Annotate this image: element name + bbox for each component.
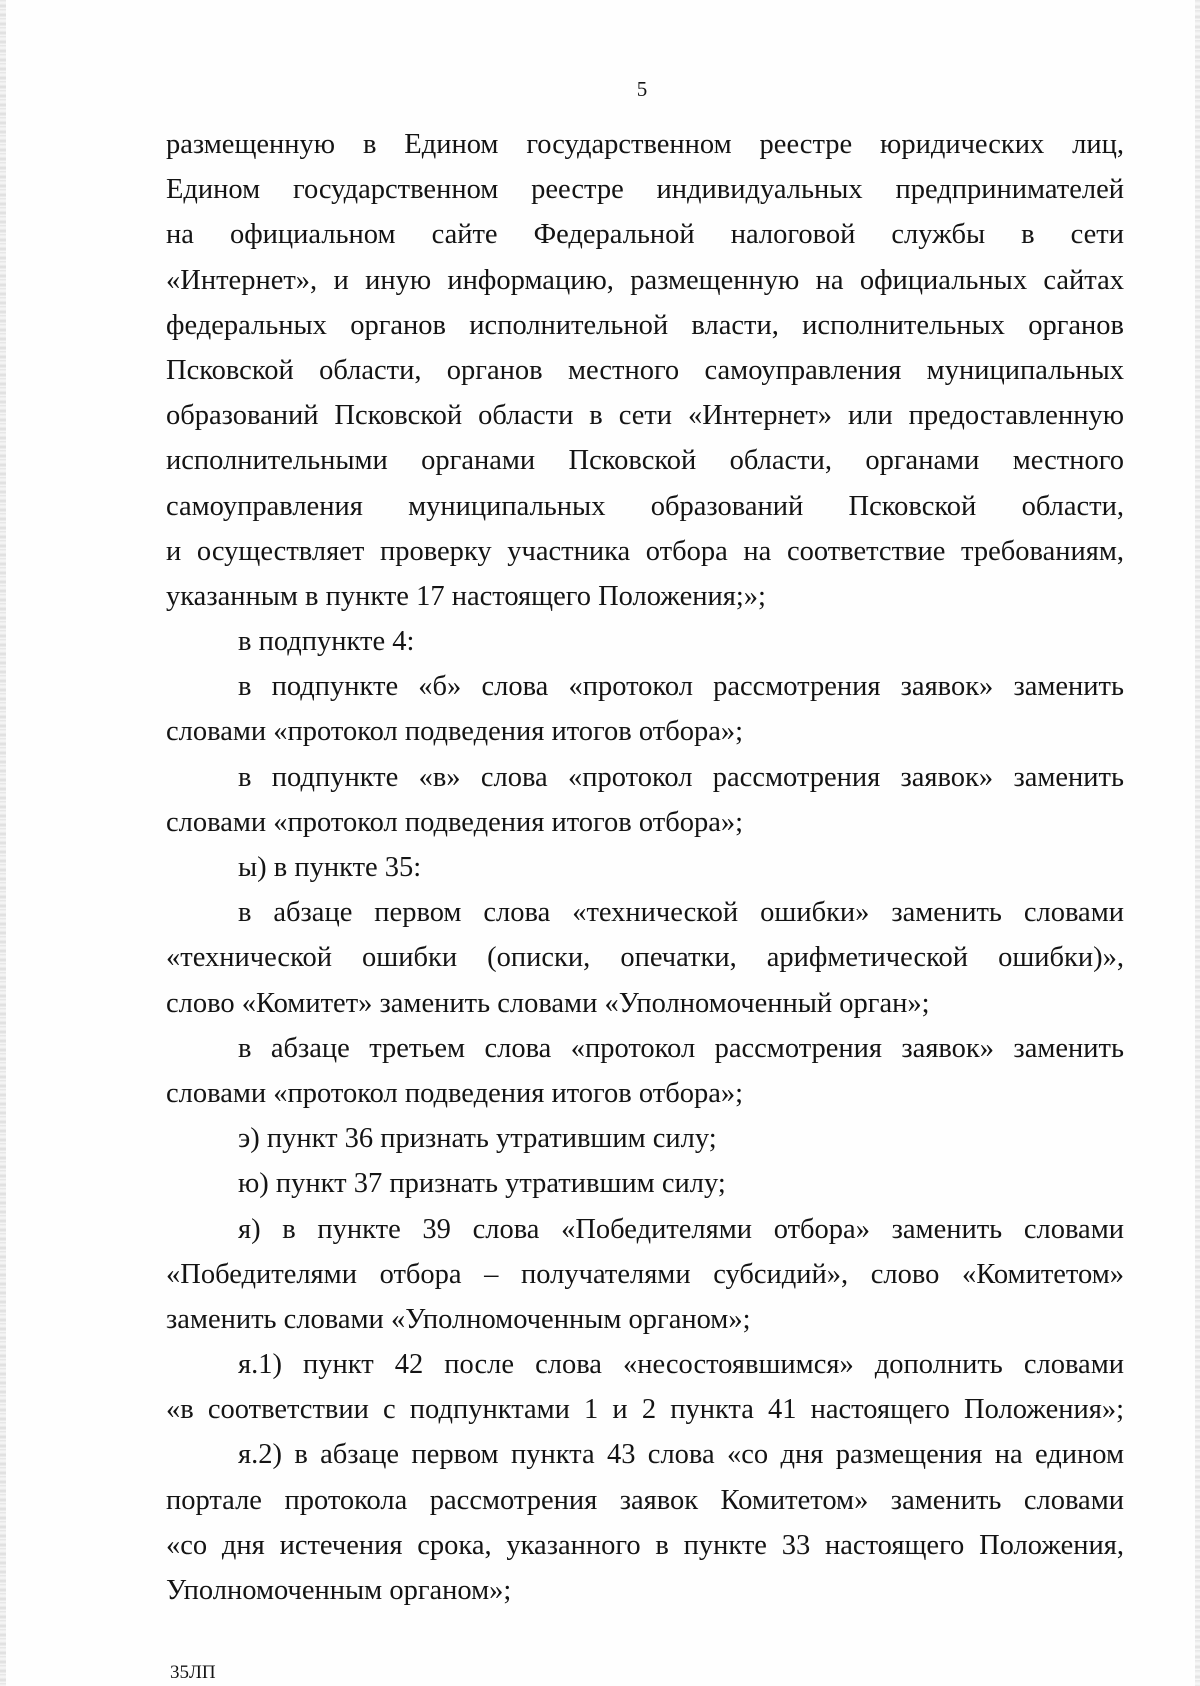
text-line: э) пункт 36 признать утратившим силу; <box>238 1123 717 1155</box>
page-number: 5 <box>636 77 648 101</box>
text-line: федеральных органов исполнительной власти, исполнительных органов <box>166 309 1124 341</box>
text-line: «в соответствии с подпунктами 1 и 2 пункта 41 настоящего Положения»; <box>166 1394 1124 1426</box>
text-line: слово «Комитет» заменить словами «Уполномоченный орган»; <box>166 987 930 1019</box>
text-line: на официальном сайте Федеральной налоговой службы в сети <box>166 219 1124 251</box>
text-line: в подпункте 4: <box>238 626 415 658</box>
text-line: указанным в пункте 17 настоящего Положения;»; <box>166 580 766 612</box>
text-line: «со дня истечения срока, указанного в пункте 33 настоящего Положения, <box>166 1529 1124 1561</box>
text-line: в абзаце третьем слова «протокол рассмотрения заявок» заменить <box>238 1032 1124 1064</box>
document-code: 35ЛП <box>170 1662 216 1683</box>
text-line: в абзаце первом слова «технической ошибки» заменить словами <box>238 897 1124 929</box>
text-line: ы) в пункте 35: <box>238 852 422 883</box>
text-line: Уполномоченным органом»; <box>166 1575 512 1606</box>
scan-edge-right <box>1195 0 1200 1686</box>
text-line: я.1) пункт 42 после слова «несостоявшимся» дополнить словами <box>238 1349 1124 1381</box>
text-line: я.2) в абзаце первом пункта 43 слова «со дня размещения на едином <box>238 1439 1124 1471</box>
text-line: словами «протокол подведения итогов отбора»; <box>166 716 744 748</box>
text-line: я) в пункте 39 слова «Победителями отбора» заменить словами <box>238 1213 1124 1245</box>
text-line: «технической ошибки (описки, опечатки, арифметической ошибки)», <box>166 942 1124 974</box>
text-line: и осуществляет проверку участника отбора на соответствие требованиям, <box>166 535 1124 567</box>
text-line: Псковской области, органов местного самоуправления муниципальных <box>166 354 1124 386</box>
text-line: словами «протокол подведения итогов отбора»; <box>166 1077 744 1109</box>
text-line: словами «протокол подведения итогов отбора»; <box>166 806 744 838</box>
text-line: самоуправления муниципальных образований Псковской области, <box>166 490 1124 522</box>
scan-edge-left <box>0 0 6 1686</box>
document-body <box>166 122 1124 1613</box>
text-line: образований Псковской области в сети «Интернет» или предоставленную <box>166 400 1124 432</box>
text-line: в подпункте «б» слова «протокол рассмотрения заявок» заменить <box>238 671 1124 703</box>
text-line: заменить словами «Уполномоченным органом»; <box>166 1303 751 1335</box>
text-line: «Интернет», и иную информацию, размещенную на официальных сайтах <box>166 264 1124 296</box>
text-line: ю) пункт 37 признать утратившим силу; <box>238 1168 726 1200</box>
text-line: портале протокола рассмотрения заявок Комитетом» заменить словами <box>166 1484 1124 1516</box>
text-line: Едином государственном реестре индивидуальных предпринимателей <box>166 174 1124 206</box>
text-line: «Победителями отбора – получателями субсидий», слово «Комитетом» <box>166 1258 1124 1290</box>
text-line: в подпункте «в» слова «протокол рассмотрения заявок» заменить <box>238 761 1124 793</box>
text-line: размещенную в Едином государственном реестре юридических лиц, <box>166 129 1124 160</box>
text-line: исполнительными органами Псковской области, органами местного <box>166 445 1124 477</box>
